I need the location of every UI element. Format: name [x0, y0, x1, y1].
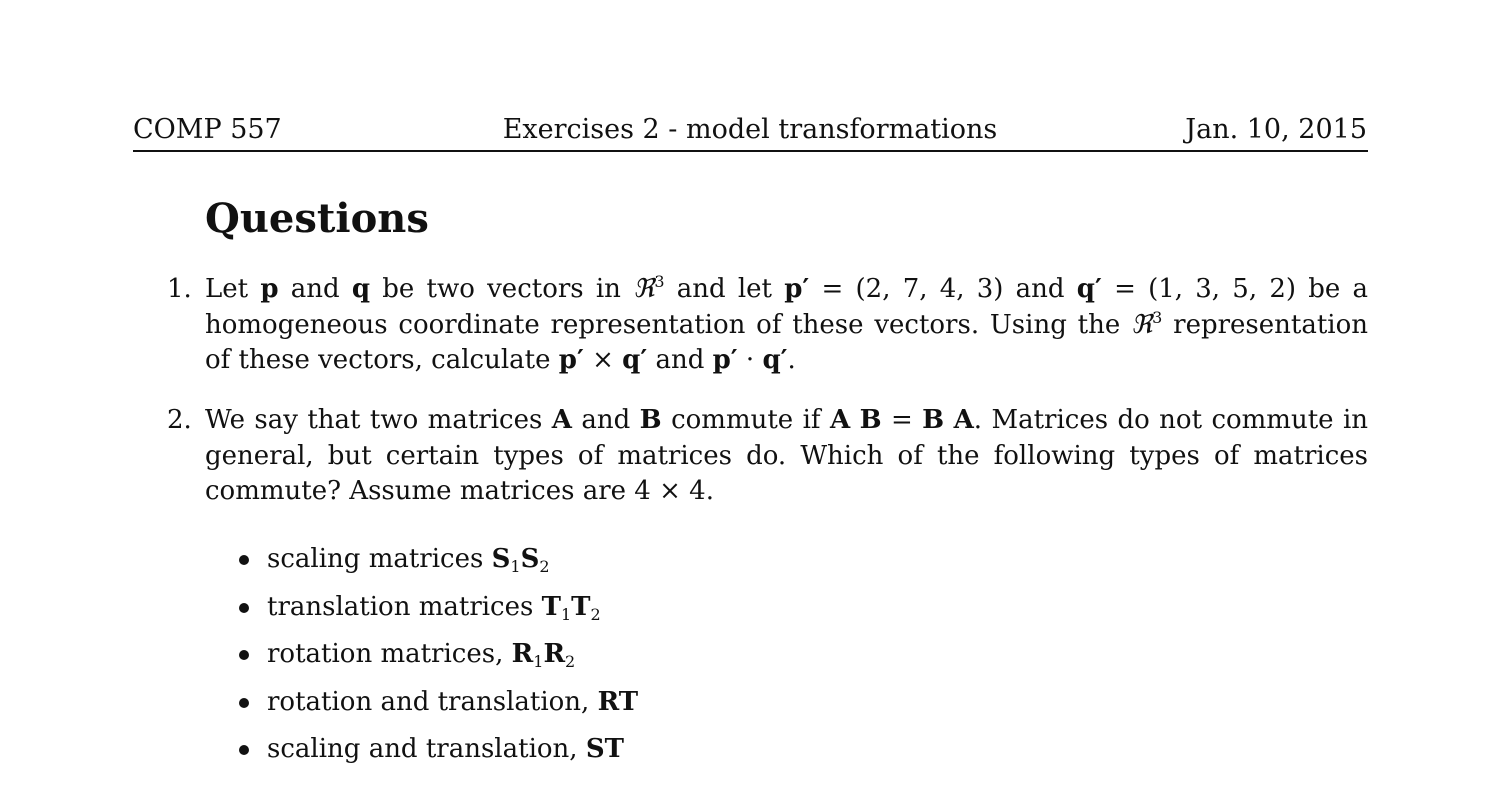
bullet-text: scaling and translation, — [267, 734, 586, 764]
math-bold: R — [511, 639, 534, 669]
question-2 — [167, 403, 1369, 510]
math-superscript: 3 — [654, 272, 665, 291]
math-bold: p′ — [558, 345, 584, 375]
math-real-symbol: ℜ — [633, 274, 655, 304]
question-text: be two vectors in — [370, 274, 634, 304]
bullet-text: rotation and translation, — [267, 686, 598, 717]
math-bold: S — [491, 544, 511, 574]
bullet-icon — [239, 698, 249, 708]
bullet-text: rotation matrices, — [267, 639, 512, 669]
bullet-list — [228, 540, 638, 778]
question-text: = (1, 3, 5, 2) be a homogeneous coordinate representation of these vectors. Using the — [205, 274, 1368, 340]
header-date: Jan. 10, 2015 — [1185, 114, 1367, 145]
list-item — [228, 730, 638, 778]
question-text — [850, 405, 859, 435]
section-title: Questions — [205, 195, 429, 242]
bullet-text: scaling matrices — [267, 544, 492, 574]
bullet-text: translation matrices — [267, 591, 542, 622]
math-bold: B — [922, 405, 945, 435]
math-bold: B — [859, 405, 882, 435]
math-subscript: 1 — [533, 652, 544, 671]
header-rule — [133, 150, 1368, 152]
math-subscript: 2 — [539, 557, 550, 576]
math-bold: B — [639, 405, 662, 435]
question-number: 1. — [167, 274, 192, 304]
math-bold: RT — [597, 686, 639, 717]
question-text: · — [737, 345, 763, 375]
question-text: and — [647, 345, 713, 375]
math-bold: T — [541, 591, 561, 622]
question-1 — [167, 272, 1369, 379]
math-bold: p — [260, 274, 279, 304]
bullet-icon — [239, 555, 249, 565]
math-subscript: 1 — [560, 604, 572, 624]
math-superscript: 3 — [1152, 307, 1163, 327]
math-bold: A — [953, 405, 974, 435]
header-title: Exercises 2 - model transformations — [502, 114, 998, 145]
bullet-icon — [239, 745, 249, 755]
math-bold: A — [829, 405, 851, 435]
math-real-symbol: ℜ — [1131, 309, 1153, 340]
question-text: = (2, 7, 4, 3) and — [809, 274, 1077, 304]
math-subscript: 2 — [565, 652, 576, 671]
question-text: = — [881, 405, 923, 435]
math-bold: q′ — [762, 345, 788, 375]
math-bold: R — [543, 639, 566, 669]
math-bold: p′ — [784, 274, 810, 304]
bullet-icon — [239, 650, 249, 660]
math-bold: S — [520, 544, 540, 574]
question-text: and let — [664, 274, 785, 304]
question-text: commute if — [661, 405, 830, 435]
math-bold: q′ — [1076, 274, 1102, 304]
question-text: and — [278, 274, 352, 304]
math-bold: ST — [585, 734, 624, 764]
list-item — [228, 588, 638, 636]
question-text: representation of these vectors, calculate — [205, 309, 1369, 375]
bullet-icon — [239, 603, 249, 613]
math-bold: A — [551, 405, 572, 435]
question-number: 2. — [167, 405, 192, 435]
math-bold: q — [351, 274, 371, 304]
math-bold: p′ — [712, 345, 738, 375]
question-text: × — [583, 345, 623, 375]
math-subscript: 2 — [590, 604, 601, 624]
question-text: . Matrices do not commute in general, but certain types of matrices do. Which of the following types of matrices commute? Assume matrices are 4 × 4. — [205, 405, 1369, 506]
question-text: Let — [205, 274, 261, 304]
math-bold: q′ — [622, 345, 648, 375]
list-item — [228, 540, 638, 588]
header-course: COMP 557 — [133, 114, 282, 145]
question-text: . — [787, 345, 796, 375]
question-text — [944, 405, 953, 435]
question-text: and — [571, 405, 640, 435]
math-subscript: 1 — [510, 557, 521, 576]
math-bold: T — [571, 591, 591, 622]
list-item — [228, 683, 638, 731]
list-item — [228, 635, 638, 683]
question-text: We say that two matrices — [205, 405, 552, 435]
